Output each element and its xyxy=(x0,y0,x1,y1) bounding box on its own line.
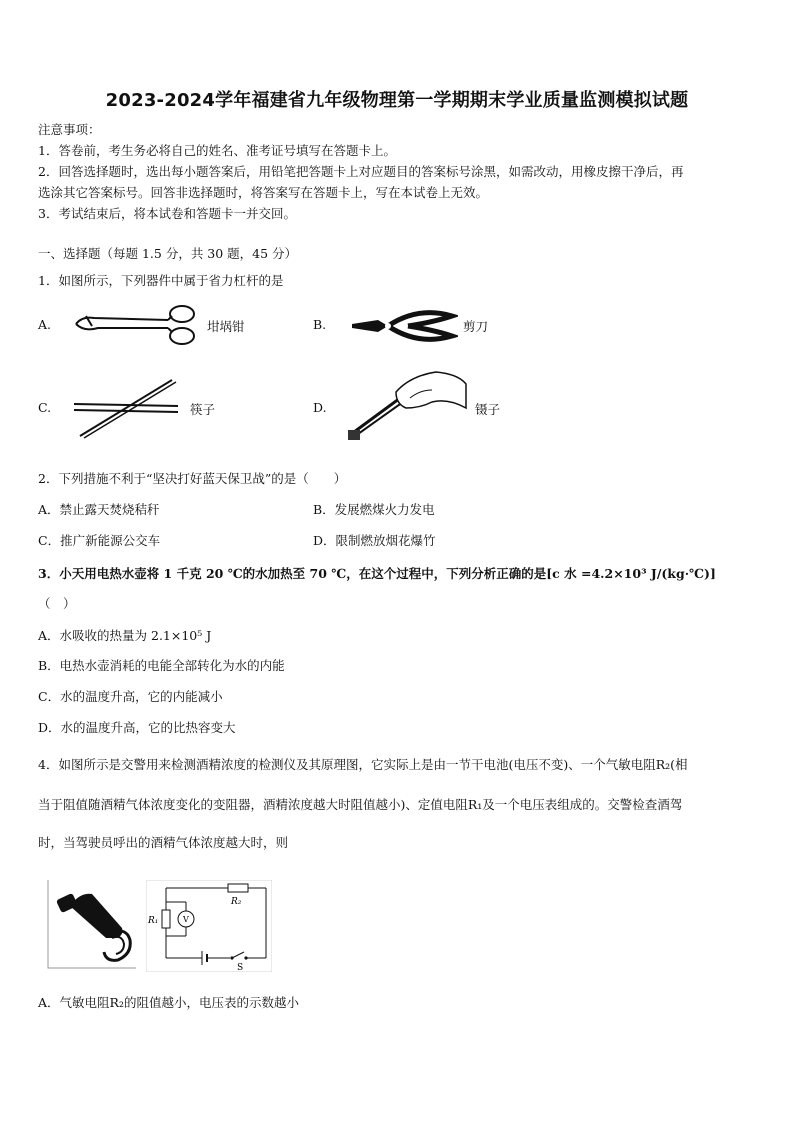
q3-option: C．水的温度升高，它的内能减小 xyxy=(38,689,223,704)
q3-paren: （ ） xyxy=(38,596,76,611)
notice-item: 1．答卷前，考生务必将自己的姓名、准考证号填写在答题卡上。 xyxy=(38,143,396,158)
q2-option: B．发展燃煤火力发电 xyxy=(313,502,435,517)
option-d-label: 镊子 xyxy=(475,402,501,417)
question-2-stem: 2．下列措施不利于“坚决打好蓝天保卫战”的是（ ） xyxy=(38,471,347,486)
switch-symbol xyxy=(232,952,244,958)
notice-item: 2．回答选择题时，选出每小题答案后，用铅笔把答题卡上对应题目的答案标号涂黑，如需改动，用橡皮擦干净后，再 xyxy=(38,164,684,179)
question-4-stem: 4．如图所示是交警用来检测酒精浓度的检测仪及其原理图，它实际上是由一节干电池(电压不变)、一个气敏电阻R₂(相 xyxy=(38,757,688,772)
r1-label: R₁ xyxy=(148,916,159,926)
question-4-stem: 当于阻值随酒精气体浓度变化的变阻器，酒精浓度越大时阻值越小)、定值电阻R₁及一个电压表组成的。交警检查酒驾 xyxy=(38,797,683,812)
resistor-r2 xyxy=(228,884,248,892)
scissors-image xyxy=(348,306,458,346)
option-b-letter: B. xyxy=(313,317,327,332)
question-3-stem: 3．小天用电热水壶将 1 千克 20 ℃的水加热至 70 ℃，在这个过程中，下列分析正确的是[c 水 =4.2×10³ J/(kg·℃)] xyxy=(38,566,716,581)
notice-item: 选涂其它答案标号。回答非选择题时，将答案写在答题卡上，写在本试卷上无效。 xyxy=(38,185,489,200)
resistor-r1 xyxy=(162,910,170,928)
tweezers-image xyxy=(340,368,470,444)
q4-option: A．气敏电阻R₂的阻值越小，电压表的示数越小 xyxy=(38,995,299,1010)
q2-option: C．推广新能源公交车 xyxy=(38,533,161,548)
question-4-stem: 时，当驾驶员呼出的酒精气体浓度越大时，则 xyxy=(38,835,289,850)
option-a-letter: A. xyxy=(38,317,52,332)
section-heading: 一、选择题（每题 1.5 分，共 30 题，45 分） xyxy=(38,246,298,261)
q3-option: B．电热水壶消耗的电能全部转化为水的内能 xyxy=(38,658,285,673)
option-b-label: 剪刀 xyxy=(463,319,489,334)
circuit-diagram xyxy=(146,880,272,972)
question-1-stem: 1．如图所示，下列器件中属于省力杠杆的是 xyxy=(38,273,284,288)
q2-option: D．限制燃放烟花爆竹 xyxy=(313,533,436,548)
breathalyzer-image xyxy=(46,876,138,970)
option-d-letter: D. xyxy=(313,400,327,415)
option-c-letter: C. xyxy=(38,400,52,415)
r2-label: R₂ xyxy=(231,897,242,907)
q3-option: D．水的温度升高，它的比热容变大 xyxy=(38,720,236,735)
q2-option: A．禁止露天焚烧秸秆 xyxy=(38,502,160,517)
option-a-label: 坩埚钳 xyxy=(207,319,245,334)
notice-item: 3．考试结束后，将本试卷和答题卡一并交回。 xyxy=(38,206,296,221)
switch-label: S xyxy=(237,963,244,972)
page-title: 2023-2024学年福建省九年级物理第一学期期末学业质量监测模拟试题 xyxy=(105,90,689,111)
option-c-label: 筷子 xyxy=(190,402,216,417)
q3-option: A．水吸收的热量为 2.1×10⁵ J xyxy=(38,628,212,643)
crucible-tongs-image xyxy=(72,302,202,348)
chopsticks-image xyxy=(72,376,182,440)
voltmeter-label: V xyxy=(183,915,189,924)
notice-heading: 注意事项： xyxy=(38,122,101,137)
